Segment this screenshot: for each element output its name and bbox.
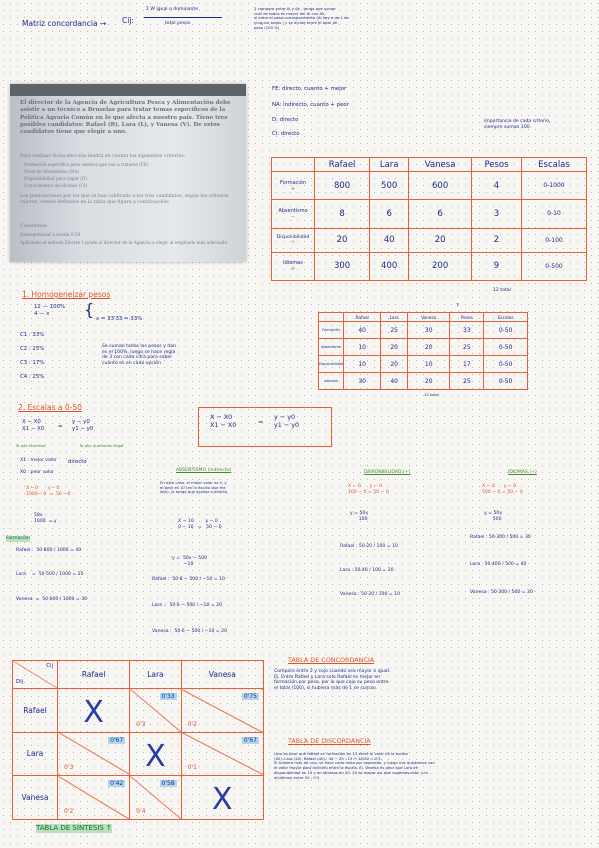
scale-formula-right: y − y0 y1 − y0 <box>72 419 94 432</box>
table-cell: 2 <box>472 228 522 252</box>
criterion-note-fe: FE: directo, cuanto + mejor <box>272 86 347 92</box>
synthesis-row-header: Rafael <box>13 689 58 733</box>
disponibilidad-heading: DISPONIBILIDAD (+) <box>364 470 411 475</box>
table-header-cell: Vanesa <box>409 158 472 172</box>
synthesis-cell-diagonal <box>130 732 181 776</box>
corner-cij: Cij <box>46 663 53 669</box>
row-label: Formación <box>279 179 307 186</box>
table-cell: 33 <box>450 322 484 339</box>
results-text: Los puntuaciones por los que se han calificado a los tres candidatos, según los criterios valores, vienen definidos en la tabla que figura a continuación: <box>20 194 229 206</box>
concordance-value: 0'58 <box>161 780 175 788</box>
criterion-note-ci: CI: directo <box>272 131 300 137</box>
table-cell: 10 <box>408 356 450 373</box>
fraction-bar <box>144 17 222 18</box>
cij-fraction-numerator: Σ W igual o dominante <box>146 7 199 12</box>
synthesis-cell <box>181 689 263 733</box>
absentismo-rafael: Rafael : 50·8 − 500 / −10 = 10 <box>152 577 225 582</box>
concordance-value: 0'33 <box>161 693 175 700</box>
table-row <box>319 322 528 339</box>
small-table-total: 12 total <box>424 392 439 397</box>
table-cell: 8 <box>315 200 370 228</box>
table-cell: 20 <box>408 339 450 356</box>
row-label: Disponibilidad <box>276 235 310 241</box>
table-cell: 40 <box>381 373 408 390</box>
scale-formula-left: X − X0 X1 − X0 <box>22 419 45 432</box>
boxed-formula-right: y − y0 y1 − y0 <box>274 413 300 429</box>
table-cell: 400 <box>370 252 409 280</box>
table-header-cell: Lara <box>370 158 409 172</box>
table-cell: 30 <box>344 373 381 390</box>
discordance-title: TABLA DE DISCORDANCIA <box>288 737 371 745</box>
synthesis-cell <box>130 776 181 820</box>
disponibilidad-fraction: X − 0 y − 0 100 − 0 = 50 − 0 <box>348 484 389 495</box>
table-cell: 0-100 <box>521 228 586 252</box>
brace-icon: { <box>84 300 95 319</box>
disponibilidad-mid: y = 50x 100 <box>350 511 369 522</box>
absentismo-fraction: X − 10 y − 0 0 − 10 = 50 − 0 <box>178 519 222 530</box>
photo-dark-edge <box>10 84 246 96</box>
formacion-fraction: X ─ 0 y ─ 0 1000 ─ 0 = 50 ─ 0 <box>26 486 71 497</box>
concordance-note: Σ comparo entre Ai y Ak , tengo que sumar cuál de todos es mayor del Ai con Ak, si entre el peso correspondiente (Al hay o de 1 de ninguno todos ) y se divide entre el total de peso (100 %) <box>254 6 349 30</box>
weight-c2: C2 : 25% <box>20 346 45 352</box>
idiomas-mid: y = 50x 500 <box>484 511 503 522</box>
synthesis-row-header: Lara <box>13 732 58 776</box>
disponibilidad-rafael: Rafael : 50·20 / 100 = 10 <box>340 544 398 549</box>
table-row <box>319 373 528 390</box>
concordance-text: Comparo entre 2 y cojo cuando sea mayor o igual. Ej. Entre Rafael y Lara solo Rafael es mejor en formación por peso, por lo que cojo su peso entre el total (100), si hubiera más de 1 se suman. <box>274 669 391 692</box>
homogenized-table <box>318 312 528 390</box>
row-label: Idiomas <box>319 373 344 390</box>
synthesis-row <box>13 689 264 733</box>
synthesis-cell <box>130 689 181 733</box>
table-cell: 0-50 <box>484 356 528 373</box>
synthesis-col-header: Lara <box>130 661 181 689</box>
row-sign: − <box>290 213 296 220</box>
discordance-value: 0'2 <box>64 808 74 815</box>
formacion-lara: Lara = 50·500 / 1000 = 25 <box>16 572 84 577</box>
rule-result: x = 33'33 ≃ 33% <box>96 316 143 322</box>
criterion-note-d: D: directo <box>272 117 299 123</box>
under-right-note: lo que queremos llegar <box>80 443 124 448</box>
table-row <box>272 200 587 228</box>
table-header-cell: Pesos <box>472 158 522 172</box>
synthesis-table <box>12 660 264 820</box>
table-cell: 600 <box>409 172 472 200</box>
discordance-value: 0'3 <box>64 764 74 772</box>
row-label: Absentismo <box>319 339 344 356</box>
criteria-item: Nivel de Absentismo (NA) <box>24 169 79 174</box>
table-header-cell: Lara <box>381 313 408 322</box>
table-cell: 0-1000 <box>521 172 586 200</box>
synthesis-corner <box>13 661 58 689</box>
disponibilidad-lara: Lara : 50·40 / 100 = 20 <box>340 568 394 573</box>
criteria-intro: Para realizar dicha elección tendrá en cuenta los siguientes criterios: <box>20 154 186 159</box>
x0-definition: X0 : peor valor <box>20 470 54 475</box>
row-label-cell <box>272 228 315 252</box>
table-cell: 500 <box>370 172 409 200</box>
table-cell: 40 <box>370 228 409 252</box>
disponibilidad-vanesa: Vanesa : 50·20 / 100 = 10 <box>340 592 401 597</box>
table-cell: 10 <box>344 356 381 373</box>
importance-note: importancia de cada criterio, siempre suman 100. <box>484 119 551 130</box>
synthesis-cell <box>181 732 263 776</box>
synthesis-col-header: Vanesa <box>181 661 263 689</box>
criteria-item: Conocimiento de idiomas (CI) <box>24 183 88 188</box>
questions-title: Cuestiones: <box>20 224 48 229</box>
cross-mark: X <box>83 695 104 730</box>
formacion-heading: Formación <box>6 536 30 541</box>
table-cell: 20 <box>381 356 408 373</box>
absentismo-vanesa: Vanesa : 50·6 − 500 / −10 = 20 <box>152 629 228 634</box>
concordance-title: TABLA DE CONCORDANCIA <box>288 656 375 664</box>
table-cell: 20 <box>381 339 408 356</box>
synthesis-cell <box>58 776 130 820</box>
table-header-cell: Escalas <box>484 313 528 322</box>
row-sign: + <box>290 185 296 192</box>
table-total: 12 total <box>493 288 511 293</box>
table-row <box>319 339 528 356</box>
table-cell: 0-500 <box>521 252 586 280</box>
weights-note: Se suman todos los pesos y dan es el 100%, luego se hace regla de 3 con cada cifra para saber cuánto es en cada opción <box>102 344 176 367</box>
weight-c1: C1 : 33% <box>20 332 45 338</box>
discordance-value: 0'2 <box>187 720 197 728</box>
section-2-title: 2. Escalas a 0-50 <box>18 403 82 412</box>
weight-c4: C4 : 25% <box>20 374 45 380</box>
table-header-cell: Escalas <box>521 158 586 172</box>
table-header-row <box>272 158 587 172</box>
rule-of-three: 12 — 100% 4 — x <box>34 304 66 317</box>
concordance-value: 0'42 <box>110 780 124 788</box>
table-cell: 40 <box>344 322 381 339</box>
row-label: Absentismo <box>278 207 308 214</box>
table-cell: 800 <box>315 172 370 200</box>
table-cell: 30 <box>408 322 450 339</box>
row-label: Disponibilidad <box>319 356 344 373</box>
table-cell: 0-50 <box>484 322 528 339</box>
synthesis-cell-diagonal <box>181 776 263 820</box>
x1-definition: X1 : mejor valor <box>20 458 57 463</box>
problem-heading: El director de la Agencia de Agricultura Pesca y Alimentación debe asistir a un técnico a Bruselas para tratar temas específicos de la Política Agraria Común en lo que afecta a nuestro país. Tiene tres posibles candidatos: Rafael (R), Lara (L), y Vanesa (V). De estos candidatos tiene que elegir a uno. <box>20 100 231 136</box>
table-cell: 9 <box>472 252 522 280</box>
table-cell: 300 <box>315 252 370 280</box>
table-cell: 25 <box>450 339 484 356</box>
equals-sign: = <box>58 424 63 430</box>
table-cell: 25 <box>381 322 408 339</box>
table-header-cell <box>319 313 344 322</box>
table-header-cell <box>272 158 315 172</box>
criteria-table <box>271 157 587 281</box>
synthesis-caption: TABLA DE SÍNTESIS ↑ <box>36 824 112 832</box>
table-cell: 6 <box>370 200 409 228</box>
under-left-note: lo que tenemos <box>16 443 46 448</box>
concordance-value: 0'67 <box>110 736 124 744</box>
synthesis-col-header: Rafael <box>58 661 130 689</box>
discordance-text: Lara es peor que Rafael en formación en 15 entre el valor de la escala (50). Lara (25), Rafael (40) : 40 − 25 : 15 → 15/50 = 0'3. Si hubiera más de uno, se hace cada resta por separado, y luego nos quedamos con el valor mayor para dividirlo entre la escala. Ej. Vanesa es peor que Lara en disponibilidad en 10 y en idiomas en 20. 20 es mayor así que cogemos este, y lo dividimos entre 50 : 0'4 <box>274 751 435 780</box>
table-header-cell: Vanesa <box>408 313 450 322</box>
cross-mark: X <box>212 782 233 818</box>
formacion-vanesa: Vanesa = 50·600 / 1000 = 30 <box>16 597 88 602</box>
table-header-cell: Pesos <box>450 313 484 322</box>
weight-c3: C3 : 17% <box>20 360 45 366</box>
synthesis-row <box>13 776 264 820</box>
criteria-item: Formación específica para asuntos que van a tratarse (FE) <box>24 162 149 167</box>
absentismo-lara: Lara : 50·6 − 500 / −10 = 20 <box>152 603 223 608</box>
boxed-equals: = <box>258 418 264 426</box>
criterion-note-na: NA: indirecto, cuanto + peor <box>272 102 349 108</box>
absentismo-note: En este caso, el mejor valor es 0, y el peor es 10 (en la escala que me dan), lo tengo que ajustar a directo <box>160 480 228 495</box>
table-cell: 6 <box>409 200 472 228</box>
formacion-rafael: Rafael : 50·800 / 1000 = 40 <box>16 548 82 553</box>
concordance-matrix-label: Matriz concordancia → <box>22 19 107 28</box>
discordance-value: 0'1 <box>187 764 197 772</box>
idiomas-rafael: Rafael : 50·300 / 500 = 30 <box>470 535 531 540</box>
row-label-cell <box>272 200 315 228</box>
corner-dij: Dij <box>16 679 24 686</box>
idiomas-vanesa: Vanesa : 50·200 / 500 = 20 <box>470 590 533 595</box>
table-row <box>272 172 587 200</box>
cij-fraction-denominator: total pesos <box>165 21 191 26</box>
synthesis-header-row <box>13 661 264 689</box>
problem-statement-photo <box>10 84 246 262</box>
table-header-cell: Rafael <box>315 158 370 172</box>
idiomas-lara: Lara : 50·400 / 500 = 40 <box>470 562 527 567</box>
formacion-mid: 50x 1000 = y <box>34 513 57 524</box>
criteria-item: Disponibilidad para viajar (D) <box>24 176 87 181</box>
question-item: Homogeneizar a escala 0-50 <box>20 232 81 237</box>
table-cell: 0-50 <box>484 339 528 356</box>
table-row <box>319 356 528 373</box>
table-cell: 200 <box>409 252 472 280</box>
cross-mark: X <box>145 738 166 774</box>
question-item: Aplicando el método Electre I ayude al director de la Agencia a elegir al empleado más adecuado. <box>20 240 229 245</box>
idiomas-fraction: X − 0 y − 0 500 − 0 = 50 − 0 <box>482 484 523 495</box>
table-header-row <box>319 313 528 322</box>
section-1-title: 1. Homogeneizar pesos <box>22 290 111 299</box>
table-cell: 0-10 <box>521 200 586 228</box>
table-cell: 20 <box>315 228 370 252</box>
synthesis-row-header: Vanesa <box>13 776 58 820</box>
row-label-cell <box>272 172 315 200</box>
table-cell: 0-50 <box>484 373 528 390</box>
row-label: Idiomas <box>283 260 303 267</box>
table-cell: 20 <box>409 228 472 252</box>
idiomas-heading: IDIOMAS (+) <box>508 470 537 475</box>
table-cell: 4 <box>472 172 522 200</box>
absentismo-heading: ABSENTISMO (indirecto) <box>176 468 232 473</box>
table-row <box>272 228 587 252</box>
row-label-cell <box>272 252 315 280</box>
discordance-value: 0'4 <box>136 808 146 815</box>
concordance-value: 0'75 <box>243 693 257 700</box>
discordance-value: 0'3 <box>136 720 146 728</box>
synthesis-row <box>13 732 264 776</box>
absentismo-mid: y = 50x − 500 −10 <box>172 556 208 567</box>
table-cell: 20 <box>408 373 450 390</box>
table-cell: 3 <box>472 200 522 228</box>
cij-label: Cij: <box>122 16 134 25</box>
row-sign: + <box>291 240 295 246</box>
row-sign: + <box>290 266 296 273</box>
table-row <box>272 252 587 280</box>
directo-label: directo <box>68 459 87 465</box>
table-cell: 17 <box>450 356 484 373</box>
boxed-formula-left: X − X0 X1 − X0 <box>210 413 237 429</box>
question-mark: ? <box>456 303 459 309</box>
synthesis-cell-diagonal <box>58 689 130 733</box>
synthesis-cell <box>58 732 130 776</box>
row-label: Formación <box>319 322 344 339</box>
table-cell: 10 <box>344 339 381 356</box>
table-cell: 25 <box>450 373 484 390</box>
table-header-cell: Rafael <box>344 313 381 322</box>
concordance-value: 0'67 <box>243 736 257 744</box>
